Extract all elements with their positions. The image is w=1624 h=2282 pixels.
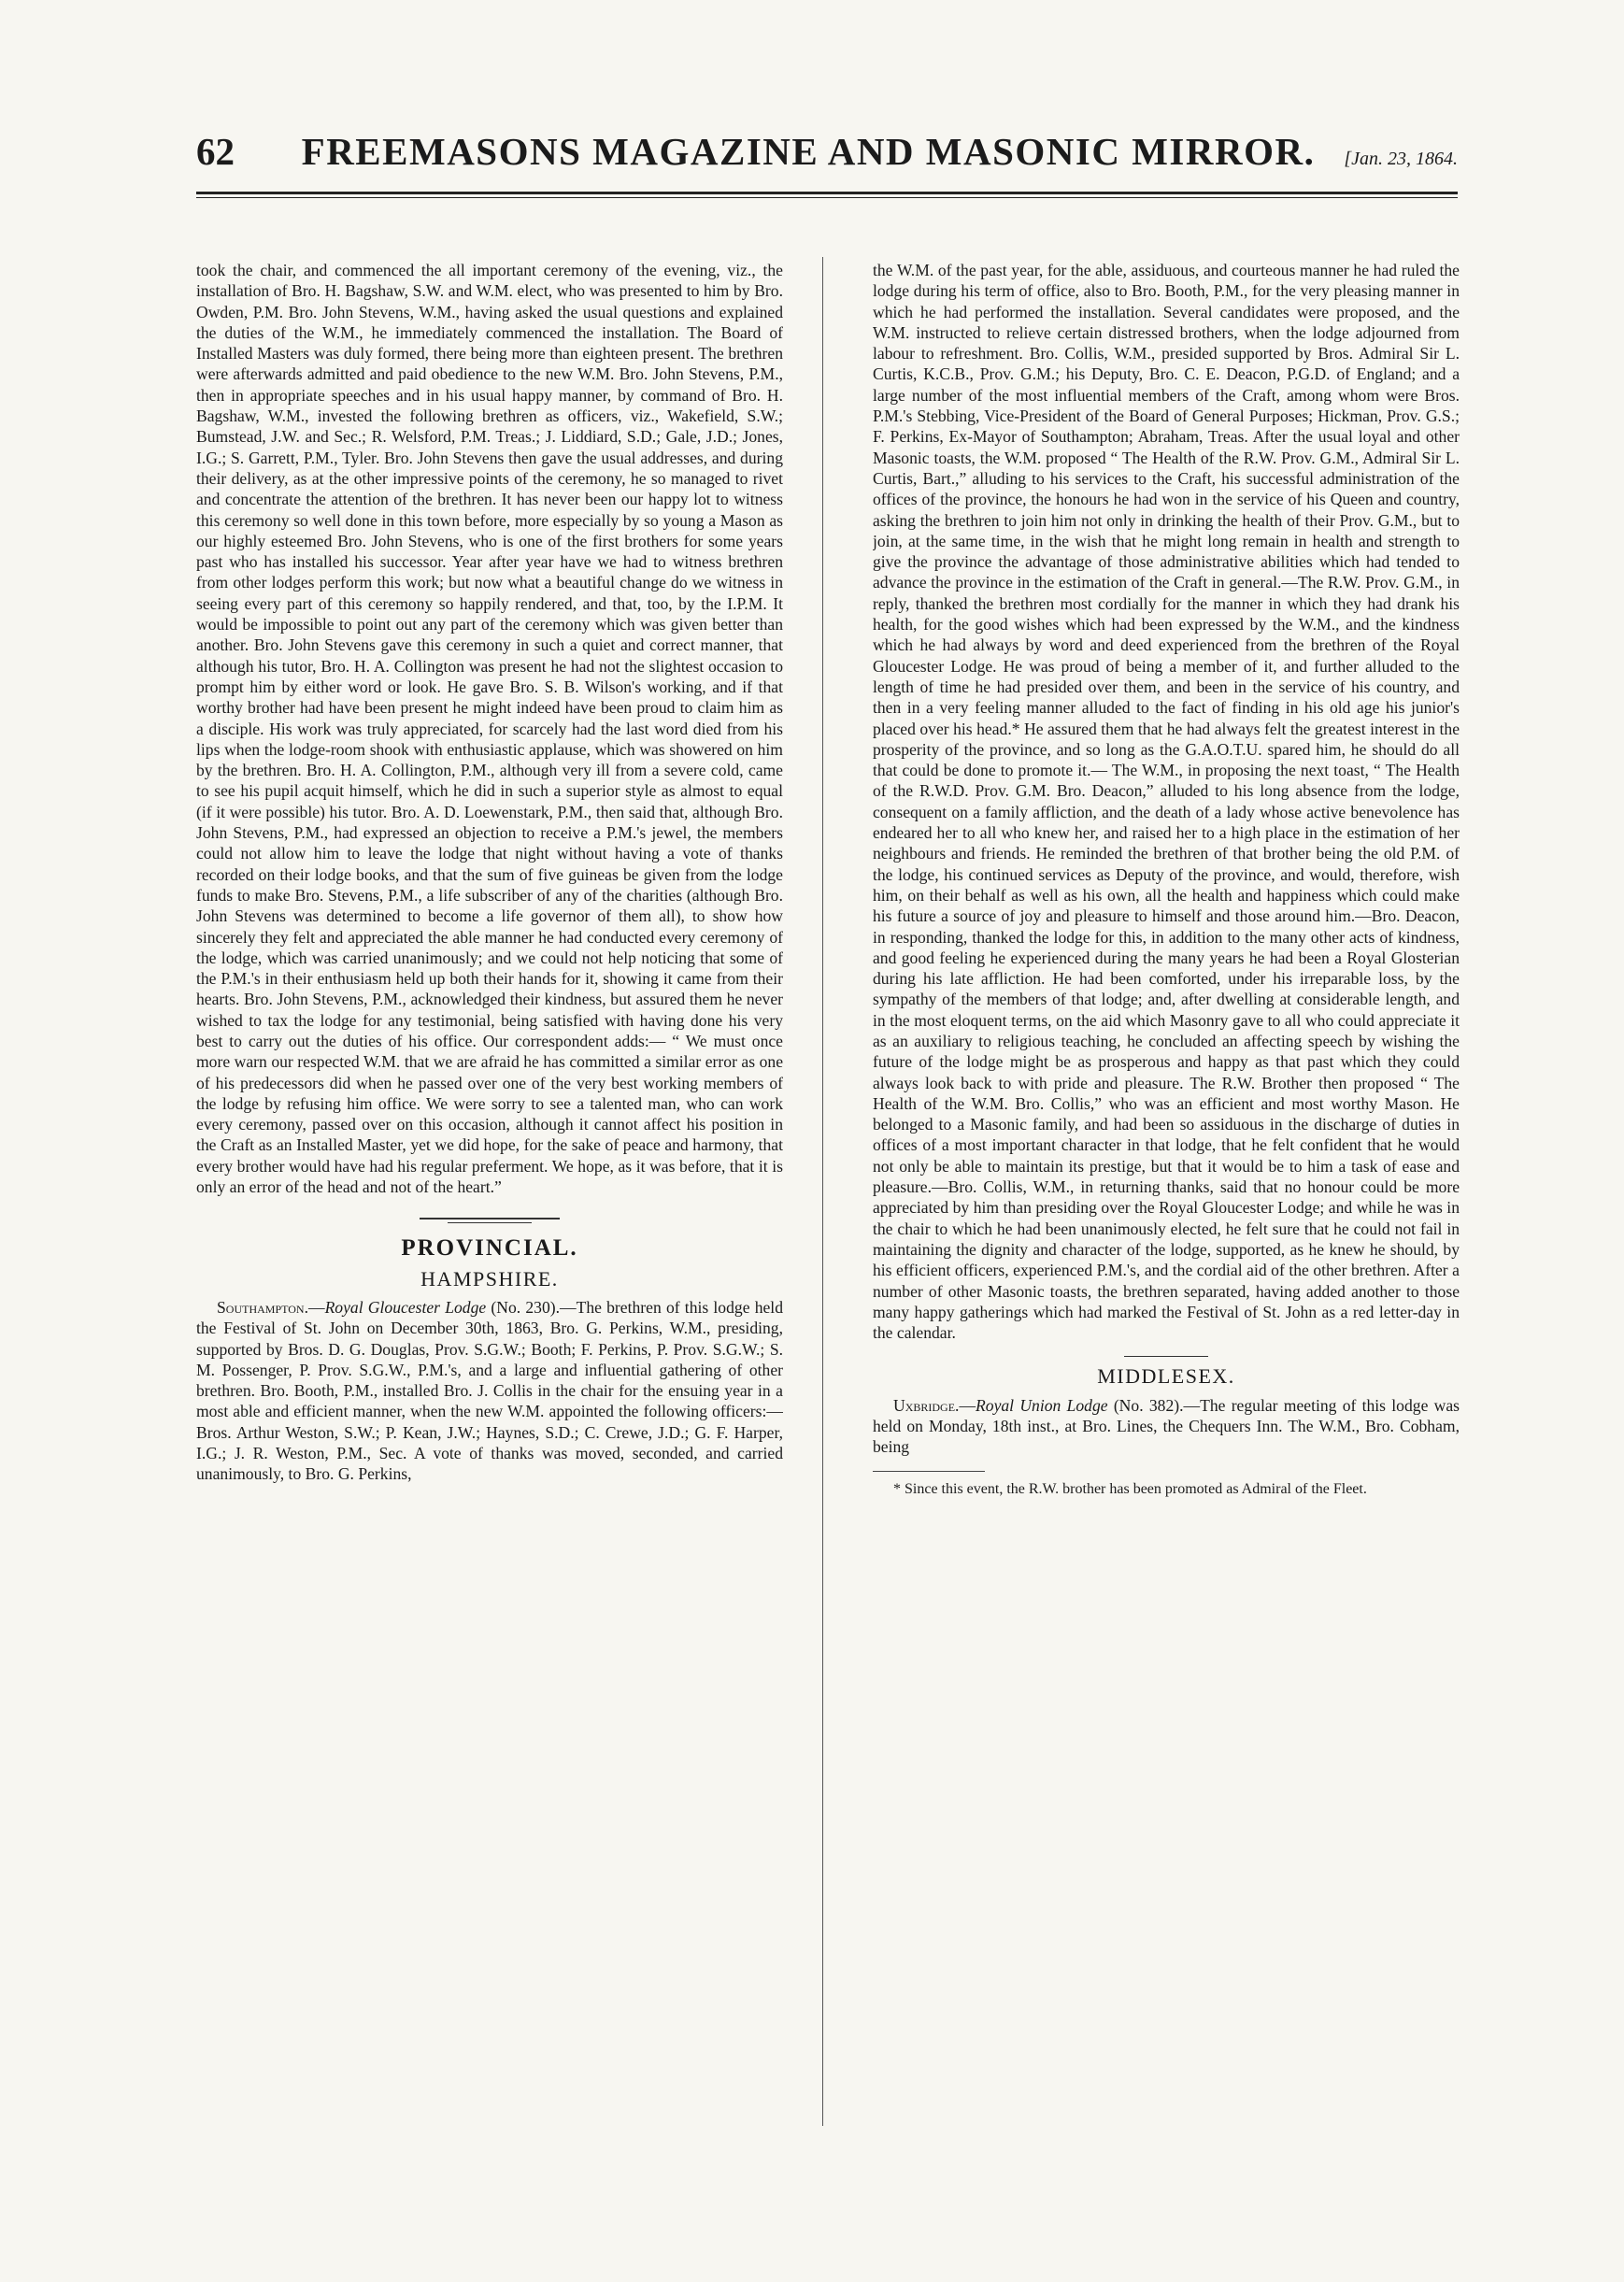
issue-date: [Jan. 23, 1864. <box>1344 149 1458 169</box>
masthead-title: FREEMASONS MAGAZINE AND MASONIC MIRROR. <box>301 130 1316 173</box>
footnote-rule <box>873 1471 985 1472</box>
place-lead: Southampton. <box>217 1297 308 1317</box>
article-paragraph: Southampton.—Royal Gloucester Lodge (No. 230).—The brethren of this lodge held the Festival of St. John on December 30th, 1863, Bro. G. Perkins, W.M., presiding, supported by Bros. D. G. Douglas, Prov. S.G.W.; Booth; F. Perkins, P. Prov. S.G.W.; S. M. Possenger, P. Prov. S.G.W., P.M.'s, and a large and influential gathering of other brethren. Bro. Booth, P.M., installed Bro. J. Collis in the chair for the ensuing year in a most able and efficient manner, when the new W.M. appointed the following officers:—Bros. Arthur Weston, S.W.; P. Kean, J.W.; Haynes, S.D.; C. Crewe, J.D.; G. F. Harper, I.G.; J. R. Weston, P.M., Sec. A vote of thanks was moved, seconded, and carried unanimously, to Bro. G. Perkins, <box>196 1297 783 1484</box>
section-heading: PROVINCIAL. <box>401 1235 578 1262</box>
column-right <box>873 260 1460 2138</box>
header-rule-thick <box>196 192 1458 194</box>
footnote: * Since this event, the R.W. brother has been promoted as Admiral of the Fleet. <box>893 1480 1367 1497</box>
article-paragraph: took the chair, and commenced the all important ceremony of the evening, viz., the installation of Bro. H. Bagshaw, S.W. and W.M. elect, who was presented to him by Bro. Owden, P.M. Bro. John Stevens, W.M., having asked the usual questions and explained the duties of the W.M., he immediately commenced the installation. The Board of Installed Masters was duly formed, there being more than eighteen present. The brethren were afterwards admitted and paid obedience to the new W.M. Bro. John Stevens, P.M., then in appropriate speeches and in his usual happy manner, by command of Bro. H. Bagshaw, W.M., invested the following brethren as officers, viz., Wakefield, S.W.; Bumstead, J.W. and Sec.; R. Welsford, P.M. Treas.; J. Liddiard, S.D.; Gale, J.D.; Jones, I.G.; S. Garrett, P.M., Tyler. Bro. John Stevens then gave the usual addresses, and during their delivery, as at the other impressive points of the ceremony, he so managed to rivet and concentrate the attention of the brethren. It has never been our happy lot to witness this ceremony so well done in this town before, more especially by so young a Mason as our highly esteemed Bro. John Stevens, who is one of the first brothers for some years past who has installed his successor. Year after year have we had to witness brethren from other lodges perform this work; but now what a beautiful change do we witness in seeing every part of this ceremony so happily rendered, and that, too, by the I.P.M. It would be impossible to point out any part of the ceremony which was given better than another. Bro. John Stevens gave this ceremony in such a quiet and correct manner, that although his tutor, Bro. H. A. Collington was present he had not the slightest occasion to prompt him by either word or look. He gave Bro. S. B. Wilson's working, and if that worthy brother had have been present he might indeed have been proud to claim him as a disciple. His work was truly appreciated, for scarcely had the last word died from his lips when the lodge-room shook with enthusiastic applause, which was showered on him by the brethren. Bro. H. A. Collington, P.M., although very ill from a severe cold, came to see his pupil acquit himself, which he did in such a superior style as almost to equal (if it were possible) his tutor. Bro. A. D. Loewenstark, P.M., then said that, although Bro. John Stevens, P.M., had expressed an objection to receive a P.M.'s jewel, the members could not allow him to leave the lodge that night without having a vote of thanks recorded on their lodge books, and that the sum of five guineas be given from the lodge funds to make Bro. Stevens, P.M., a life subscriber of any of the charities (although Bro. John Stevens was determined to become a life governor of them all), to show how sincerely they felt and appreciated the able manner he had conducted every ceremony of the lodge, which was carried unanimously; and we could not help noticing that some of the P.M.'s in their enthusiasm held up both their hands for it, showing it came from their hearts. Bro. John Stevens, P.M., acknowledged their kindness, but assured them he never wished to tax the lodge for any testimonial, being satisfied with having done his very best to carry out the duties of his office. Our correspondent adds:— “ We must once more warn our respected W.M. that we are afraid he has committed a similar error as one of his predecessors did when he passed over one of the very best working members of the lodge by refusing him office. We were sorry to see a talented man, who can work every ceremony, passed over on this occasion, although it cannot affect his position in the Craft as an Installed Master, yet we did hope, for the sake of peace and harmony, that every brother would have had his regular preferment. We hope, as it was before, that it is only an error of the head and not of the heart.” <box>196 261 783 1197</box>
column-left <box>196 260 783 2138</box>
section-separator <box>1124 1356 1208 1357</box>
county-heading: HAMPSHIRE. <box>420 1266 559 1291</box>
column-divider <box>822 257 823 2126</box>
page-number: 62 <box>196 130 235 173</box>
article-paragraph: the W.M. of the past year, for the able, assiduous, and courteous manner he had ruled the lodge during his term of office, also to Bro. Booth, P.M., for the very pleasing manner in which he had performed the installation. Several candidates were proposed, and the W.M. instructed to relieve certain distressed brothers, when the lodge adjourned from labour to refreshment. Bro. Collis, W.M., presided supported by Bros. Admiral Sir L. Curtis, K.C.B., Prov. G.M.; his Deputy, Bro. C. E. Deacon, P.G.D. of England; and a large number of the most influential members of the Craft, among whom were Bros. P.M.'s Stebbing, Vice-President of the Board of General Purposes; Hickman, Prov. G.S.; F. Perkins, Ex-Mayor of Southampton; Abraham, Treas. After the usual loyal and other Masonic toasts, the W.M. proposed “ The Health of the R.W. Prov. G.M., Admiral Sir L. Curtis, Bart.,” alluding to his services to the Craft, his successful administration of the offices of the province, the honours he had won in the service of his Queen and country, asking the brethren to join him not only in drinking the health of their Prov. G.M., but to join, at the same time, in the wish that he might long remain in health and strength to give the province the advantage of those administrative abilities which had tended to advance the province in the estimation of the Craft in general.—The R.W. Prov. G.M., in reply, thanked the brethren most cordially for the manner in which they had drank his health, for the good wishes which had been expressed by the W.M., and the kindness which he had always by word and deed experienced from the brethren of the Royal Gloucester Lodge. He was proud of being a member of it, and further alluded to the length of time he had presided over them, and been in the service of his country, and then in a very feeling manner alluded to the fact of finding in his old age his junior's placed over his head.* He assured them that he had always felt the greatest interest in the prosperity of the province, and so long as the G.A.O.T.U. spared him, he should do all that could be done to promote it.— The W.M., in proposing the next toast, “ The Health of the R.W.D. Prov. G.M. Bro. Deacon,” alluded to his long absence from the lodge, consequent on a family affliction, and the death of a lady whose active benevolence has endeared her to all who knew her, and raised her to a high place in the estimation of her neighbours and friends. He reminded the brethren of that brother being the old P.M. of the lodge, his continued services as Deputy of the province, and would, therefore, wish him, on their behalf as well as his own, all the health and happiness which could make his future a source of joy and pleasure to himself and those around him.—Bro. Deacon, in responding, thanked the lodge for this, in addition to the many other acts of kindness, and good feeling he experienced during the many years he had been a Royal Glosterian during his late affliction. He had been comforted, under his irreparable loss, by the sympathy of the members of that lodge; and, after dwelling at considerable length, and in the most eloquent terms, on the aid which Masonry gave to all who could appreciate it as an auxiliary to religious teaching, he concluded an affecting speech by wishing the future of the lodge might be as prosperous and happy as that past which they could always look back to with pride and pleasure. The R.W. Brother then proposed “ The Health of the W.M. Bro. Collis,” who was an efficient and most worthy Mason. He belonged to a Masonic family, and had been so assiduous in the discharge of duties in offices of a most important character in that lodge, that he felt confident that he would not only be able to maintain its prestige, but that it would be to him a task of ease and pleasure.—Bro. Collis, W.M., in returning thanks, said that no honour could be more appreciated by him than presiding over the Royal Gloucester Lodge; and while he was in the chair to which he had been unanimously elected, he felt sure that he could not fail in maintaining the dignity and character of the lodge, supported, as he knew he should, by his efficient officers, experienced P.M.'s, and the cordial aid of the other brethren. After a number of other Masonic toasts, the brethren separated, having added another to those many happy gatherings which had marked the Festival of St. John as a red letter-day in the calendar. <box>873 261 1460 1343</box>
place-lead: Uxbridge. <box>893 1395 960 1415</box>
page-header <box>196 129 1458 185</box>
lodge-name: Royal Union Lodge <box>976 1395 1108 1415</box>
header-rule-thin <box>196 197 1458 198</box>
section-separator <box>420 1218 560 1225</box>
article-paragraph: Uxbridge.—Royal Union Lodge (No. 382).—The regular meeting of this lodge was held on Monday, 18th inst., at Bro. Lines, the Chequers Inn. The W.M., Bro. Cobham, being <box>873 1395 1460 1457</box>
paragraph-text: (No. 382).—The regular meeting of this lodge was held on Monday, 18th inst., at Bro. Lines, the Chequers Inn. The W.M., Bro. Cobham, being <box>873 1395 1460 1457</box>
county-heading: MIDDLESEX. <box>1097 1364 1235 1389</box>
paragraph-text: (No. 230).—The brethren of this lodge held the Festival of St. John on December 30th, 1863, Bro. G. Perkins, W.M., presiding, supported by Bros. D. G. Douglas, Prov. S.G.W.; Booth; F. Perkins, P. Prov. S.G.W.; S. M. Possenger, P. Prov. S.G.W., P.M.'s, and a large and influential gathering of other brethren. Bro. Booth, P.M., installed Bro. J. Collis in the chair for the ensuing year in a most able and efficient manner, when the new W.M. appointed the following officers:—Bros. Arthur Weston, S.W.; P. Kean, J.W.; Haynes, S.D.; C. Crewe, J.D.; G. F. Harper, I.G.; J. R. Weston, P.M., Sec. A vote of thanks was moved, seconded, and carried unanimously, to Bro. G. Perkins, <box>196 1297 783 1484</box>
lodge-name: Royal Gloucester Lodge <box>324 1297 487 1317</box>
